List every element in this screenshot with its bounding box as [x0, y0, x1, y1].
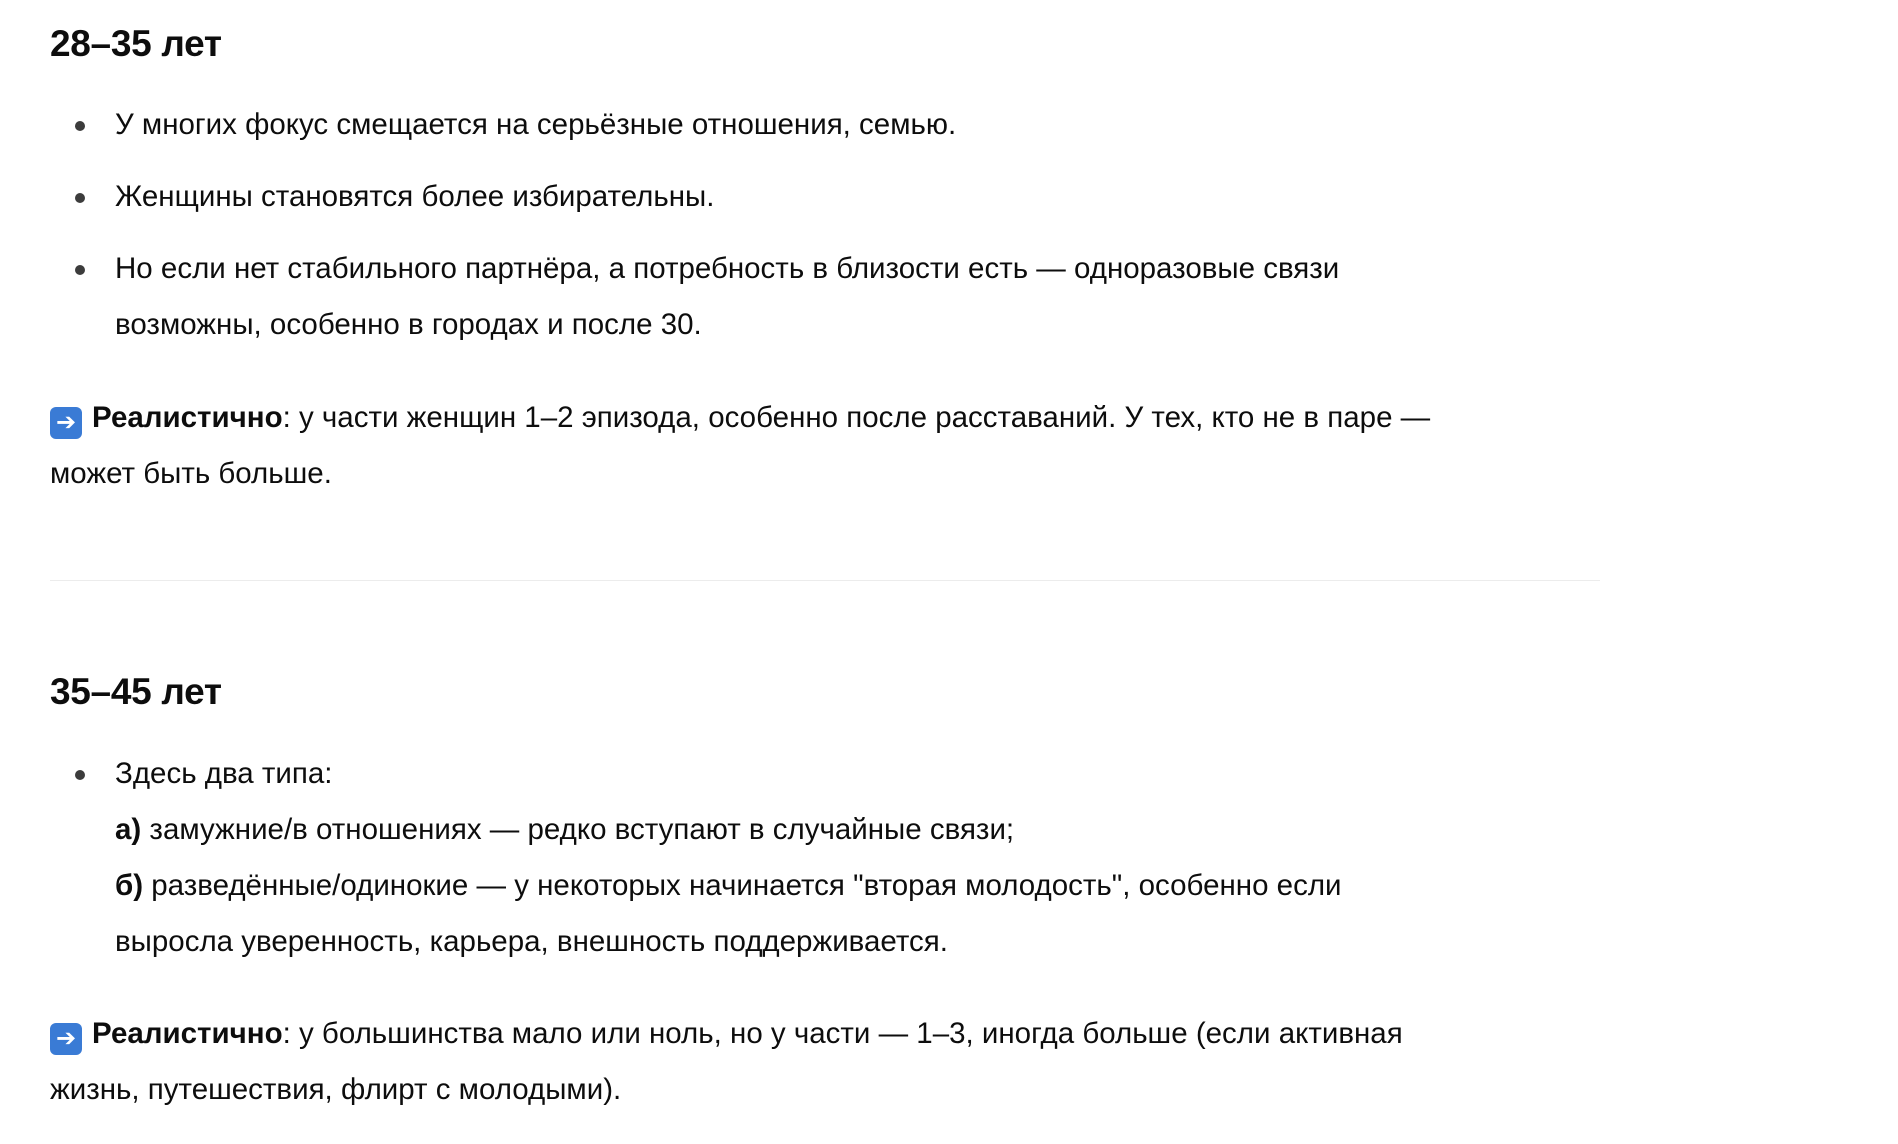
list-item-text: Здесь два типа: — [115, 757, 333, 790]
list-item-text-continued: возможны, особенно в городах и после 30. — [115, 308, 702, 341]
summary-line — [50, 390, 1430, 446]
list-item-text: Но если нет стабильного партнёра, а потребность в близости есть — одноразовые связи — [115, 252, 1340, 285]
section-heading-28-35: 28–35 лет — [50, 23, 222, 64]
bullet-dot — [75, 770, 85, 780]
bullet-dot — [75, 265, 85, 275]
list-item — [50, 169, 1600, 225]
summary-text: : у части женщин 1–2 эпизода, особенно после расставаний. У тех, кто не в паре — — [282, 401, 1431, 434]
summary-28-35 — [50, 390, 1430, 502]
bullet-list-35-45 — [50, 746, 1600, 970]
bullet-dot — [75, 121, 85, 131]
section-heading-35-45: 35–45 лет — [50, 671, 222, 712]
right-arrow-icon: ➔ — [50, 1023, 82, 1055]
list-item — [50, 241, 1600, 353]
list-item — [50, 746, 1600, 970]
bullet-list-28-35 — [50, 97, 1600, 353]
list-item — [50, 97, 1600, 153]
summary-text-continued: жизнь, путешествия, флирт с молодыми). — [50, 1073, 622, 1106]
section-divider — [50, 580, 1600, 581]
option-b-label: б) — [115, 869, 144, 902]
bullet-dot — [75, 193, 85, 203]
list-item-text: Женщины становятся более избирательны. — [115, 180, 715, 213]
summary-text: : у большинства мало или ноль, но у части — 1–3, иногда больше (если активная — [282, 1017, 1403, 1050]
option-a-text: замужние/в отношениях — редко вступают в случайные связи; — [141, 813, 1015, 846]
summary-label: Реалистично — [92, 401, 283, 434]
summary-line — [50, 1006, 1403, 1062]
option-a-label: а) — [115, 813, 142, 846]
option-a-line — [115, 802, 1600, 858]
summary-text-continued: может быть больше. — [50, 457, 332, 490]
option-b-text-continued: выросла уверенность, карьера, внешность поддерживается. — [115, 925, 948, 958]
option-b-text: разведённые/одинокие — у некоторых начинается "вторая молодость", особенно если — [143, 869, 1342, 902]
summary-label: Реалистично — [92, 1017, 283, 1050]
summary-35-45 — [50, 1006, 1403, 1118]
list-item-text: У многих фокус смещается на серьёзные отношения, семью. — [115, 108, 957, 141]
option-b-line — [115, 858, 1600, 914]
right-arrow-icon: ➔ — [50, 407, 82, 439]
